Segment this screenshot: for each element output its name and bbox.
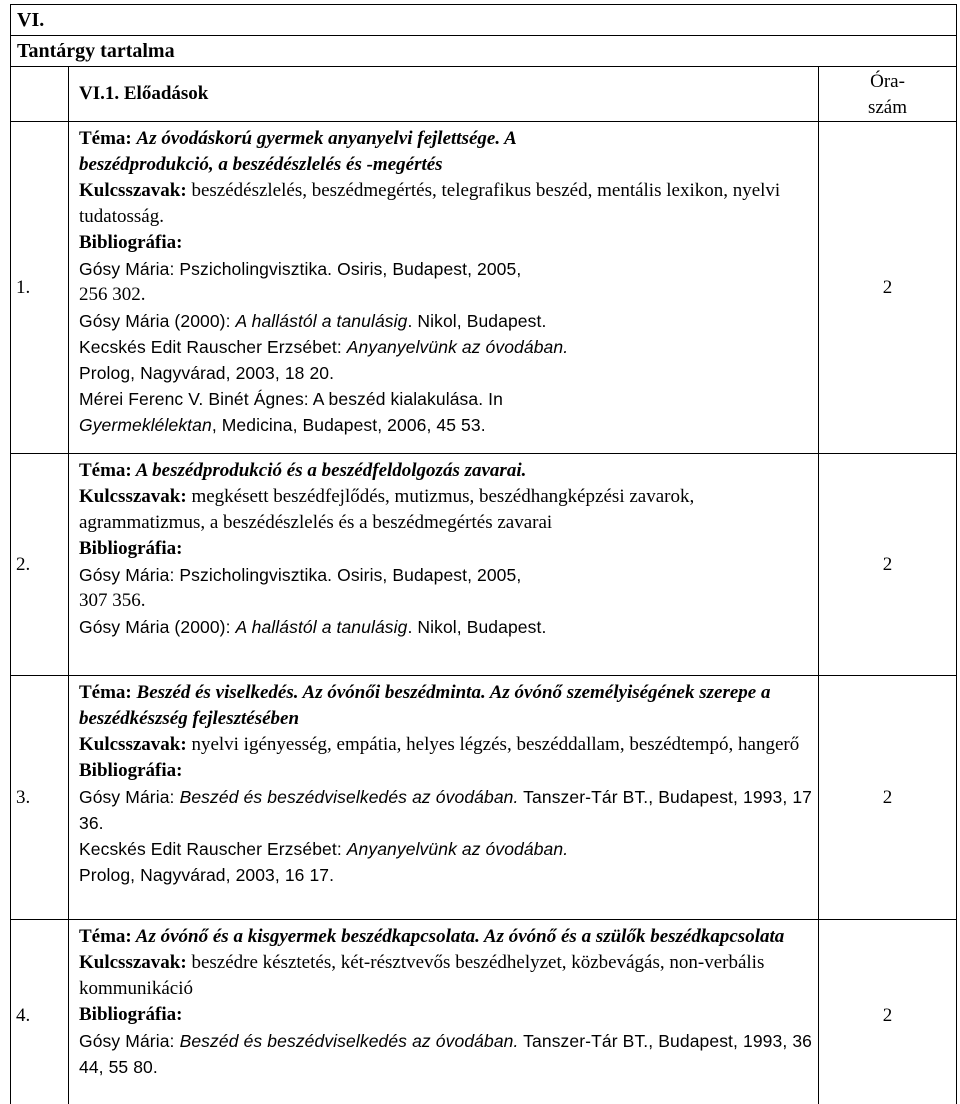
kulcs-label: Kulcsszavak: [79,952,187,973]
bib-author: Kecskés Edit Rauscher Erzsébet: [79,839,347,859]
tema-text: Az óvónő és a kisgyermek beszédkapcsolata. Az óvónő és a szülők beszédkapcsolata [131,926,785,947]
tema-label: Téma: [79,460,132,481]
bib-title: Beszéd és beszédviselkedés az óvodában. [179,1031,519,1051]
bib-entry: Gósy Mária: Pszicholingvisztika. Osiris, Budapest, 2005, [79,565,522,585]
lecture-topic-4 [69,920,819,1104]
kulcs-text: beszédre késztetés, két-résztvevős beszédhelyzet, közbevágás, non-verbális kommunikáció [79,952,765,999]
lecture-topic-3 [69,676,819,920]
kulcs-label: Kulcsszavak: [79,180,187,201]
hours-value: 2 [819,454,957,676]
bib-entry-pages: 307 356. [79,590,146,611]
hours-header-line1: Óra- [870,71,905,92]
tema-text: A beszédprodukció és a beszédfeldolgozás zavarai. [131,460,527,481]
bib-entry [79,614,812,640]
bib-publisher: , Medicina, Budapest, 2006, 45 53. [211,415,486,435]
bib-entry: Mérei Ferenc V. Binét Ágnes: A beszéd kialakulása. In [79,389,503,409]
tema-label: Téma: [79,128,132,149]
tema-text: Beszéd és viselkedés. Az óvónői beszédminta. Az óvónő személyiségének szerepe a beszédkészség fejlesztésében [79,682,771,729]
lecture-topic-2 [69,454,819,676]
bib-label: Bibliográfia: [79,538,183,559]
bib-title: Gyermeklélektan [79,415,212,435]
bib-entry [79,308,812,334]
bib-author: Gósy Mária (2000): [79,311,236,331]
row-number: 3. [11,676,69,920]
hours-value: 2 [819,676,957,920]
kulcs-text: beszédészlelés, beszédmegértés, telegrafikus beszéd, mentális lexikon, nyelvi tudatosság. [79,180,781,227]
bib-entry [79,1028,812,1080]
tema-text: Az óvodáskorú gyermek anyanyelvi fejlettsége. [136,128,501,149]
tema-label: Téma: [79,682,132,703]
section-number: VI. [11,5,957,36]
row-number: 4. [11,920,69,1104]
bib-label: Bibliográfia: [79,1004,183,1025]
kulcs-label: Kulcsszavak: [79,734,187,755]
bib-entry: Gósy Mária: Pszicholingvisztika. Osiris, Budapest, 2005, [79,259,522,279]
tema-text-line2: beszédprodukció, a beszédészlelés és -megértés [79,154,443,175]
bib-entry [79,784,812,836]
row-number: 2. [11,454,69,676]
hours-header-line2: szám [867,97,908,118]
bib-publisher: Prolog, Nagyvárad, 2003, 16 17. [79,865,335,885]
bib-entry [79,836,812,862]
bib-entry-pages: 256 302. [79,284,146,305]
lectures-title: VI.1. Előadások [69,67,819,122]
bib-label: Bibliográfia: [79,760,183,781]
bib-publisher: . Nikol, Budapest. [407,311,547,331]
row-number: 1. [11,122,69,454]
bib-title: Beszéd és beszédviselkedés az óvodában. [179,787,519,807]
bib-publisher: Tanszer-Tár BT., Budapest, 1993, 17 36. [79,787,813,833]
bib-author: Gósy Mária: [79,787,180,807]
bib-entry [79,334,812,360]
bib-title: A hallástól a tanulásig [235,311,408,331]
bib-entry [79,412,812,438]
lecture-topic-1 [69,122,819,454]
empty-num-cell [11,67,69,122]
bib-title: A hallástól a tanulásig [235,617,408,637]
kulcs-text: megkésett beszédfejlődés, mutizmus, beszédhangképzési zavarok, agrammatizmus, a beszédészlelés és a beszédmegértés zavarai [79,486,695,533]
bib-author: Gósy Mária: [79,1031,180,1051]
bib-title: Anyanyelvünk az óvodában. [346,337,569,357]
bib-publisher: . Nikol, Budapest. [407,617,547,637]
bib-author: Gósy Mária (2000): [79,617,236,637]
bib-author: Kecskés Edit Rauscher Erzsébet: [79,337,347,357]
hours-value: 2 [819,920,957,1104]
bib-publisher: Tanszer-Tár BT., Budapest, 1993, 36 44, 55 80. [79,1031,813,1077]
tema-label: Téma: [79,926,132,947]
kulcs-text: nyelvi igényesség, empátia, helyes légzés, beszéddallam, beszédtempó, hangerő [186,734,800,755]
hours-value: 2 [819,122,957,454]
tema-text-cont: A [500,128,517,149]
bib-title: Anyanyelvünk az óvodában. [346,839,569,859]
kulcs-label: Kulcsszavak: [79,486,187,507]
hours-header [819,67,957,122]
bib-publisher: Prolog, Nagyvárad, 2003, 18 20. [79,363,335,383]
bib-label: Bibliográfia: [79,232,183,253]
course-content-table [10,4,957,1104]
subject-content-heading: Tantárgy tartalma [11,36,957,67]
